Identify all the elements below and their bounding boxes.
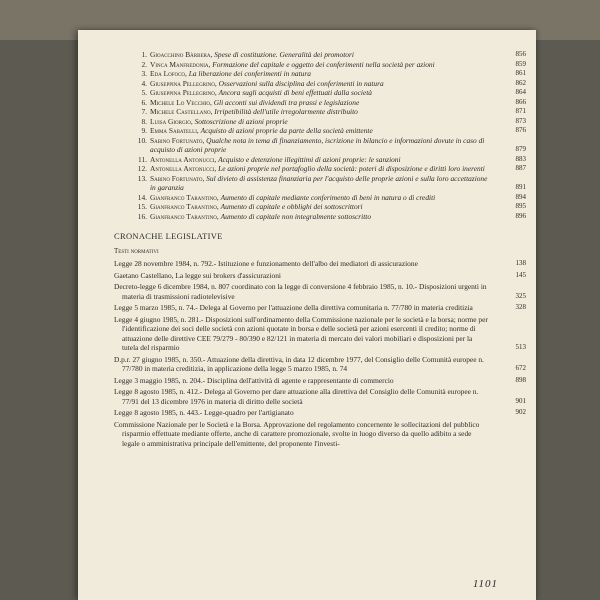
entry-title: Irripetibilità dell'utile irregolarmente distribuito	[214, 107, 358, 116]
entry-author: Sabino Fortunato,	[150, 173, 205, 183]
legislation-entry	[114, 271, 526, 281]
entry-author: Gianfranco Tarantino,	[150, 202, 219, 211]
entry-page: 879	[515, 145, 526, 153]
entry-title: Gli acconti sui dividendi tra prassi e legislazione	[213, 97, 360, 107]
entry-number: 8.	[141, 116, 147, 126]
entry-text	[150, 79, 490, 89]
legislation-entry	[114, 259, 526, 269]
legislation-list	[114, 259, 526, 448]
entry-page: 873	[515, 116, 526, 125]
folio: 1101	[472, 578, 498, 590]
entry-text	[150, 50, 490, 60]
entry-text	[150, 69, 490, 79]
contents-entry	[114, 50, 526, 60]
entry-page: 894	[515, 192, 526, 201]
entry-title: Aumento di capitale e obblighi dei sottoscrittori	[220, 202, 363, 211]
entry-title: Qualche nota in tema di finanziamento, iscrizione in bilancio e informazioni dovute in caso di acquisto di azioni proprie	[150, 135, 485, 154]
entry-number: 14.	[137, 192, 147, 202]
entry-author: Sabino Fortunato,	[150, 135, 205, 145]
entry-number: 12.	[137, 164, 147, 173]
entry-text	[150, 155, 490, 165]
entry-text	[150, 98, 490, 108]
legislation-page: 325	[515, 291, 526, 300]
entry-author: Eda Lofoco,	[150, 69, 187, 78]
entry-page: 896	[515, 211, 526, 220]
entry-author: Gianfranco Tarantino,	[150, 211, 219, 221]
legislation-text: Gaetano Castellano, La legge sui brokers d'assicurazioni	[114, 270, 281, 280]
entry-number: 2.	[141, 59, 147, 69]
entry-author: Gioacchino Bàrbera,	[150, 50, 213, 59]
entry-number: 15.	[137, 202, 147, 211]
entry-page: 871	[515, 107, 526, 115]
entry-author: Emma Sabatelli,	[150, 126, 199, 135]
entry-text	[150, 174, 490, 193]
legislation-entry	[114, 315, 526, 353]
section-title: CRONACHE LEGISLATIVE	[114, 231, 223, 241]
entry-page: 864	[515, 88, 526, 96]
entry-page: 859	[515, 59, 526, 68]
legislation-text: Legge 8 agosto 1985, n. 443.- Legge-quadro per l'artigianato	[114, 408, 294, 417]
entry-title: Ancora sugli acquisti di beni effettuati dalla società	[218, 88, 372, 97]
entry-author: Michele Lo Vecchio,	[150, 97, 212, 107]
entry-title: Spese di costituzione. Generalità dei promotori	[214, 50, 354, 59]
entry-page: 883	[515, 154, 526, 163]
entry-number: 5.	[141, 88, 147, 97]
legislation-text: Legge 3 maggio 1985, n. 204.- Disciplina dell'attività di agente e rappresentante di commercio	[114, 375, 394, 385]
entry-title: Le azioni proprie nel portafoglio della società: poteri di disposizione e diritti loro inerenti	[218, 164, 485, 173]
entry-author: Luisa Giorgio,	[150, 116, 193, 126]
contents-entry	[114, 79, 526, 89]
entry-text	[150, 164, 490, 174]
entry-author: Vinca Manfredonia,	[150, 59, 211, 69]
entry-title: Sul divieto di assistenza finanziaria per l'acquisto delle proprie azioni e sulla loro accettazione in garanzia	[150, 173, 488, 192]
entry-text	[150, 107, 490, 117]
entry-number: 1.	[141, 50, 147, 59]
entry-author: Giuseppina Pellegrino,	[150, 78, 217, 88]
entry-text	[150, 88, 490, 98]
entry-number: 6.	[141, 97, 147, 107]
entry-text	[150, 60, 490, 70]
legislation-entry	[114, 420, 526, 449]
entry-text	[150, 202, 490, 212]
entry-title: Aumento di capitale non integralmente sottoscritto	[220, 211, 372, 221]
entry-text	[150, 212, 490, 222]
contents-entry	[114, 174, 526, 193]
entry-text	[150, 126, 490, 136]
contents-entry	[114, 117, 526, 127]
contents-entry	[114, 98, 526, 108]
legislation-text: Legge 8 agosto 1985, n. 412.- Delega al Governo per dare attuazione alla direttiva del Consiglio delle Comunità europee n. 77/91 del 13 dicembre 1976 in materia di diritto delle società	[114, 387, 479, 406]
book-page	[78, 30, 536, 600]
legislation-text: Legge 4 giugno 1985, n. 281.- Disposizioni sull'ordinamento della Commissione nazionale per le società e la borsa; norme per l'identificazione dei soci delle società con azioni quotate in borsa e delle società per azioni esercenti il credito; norme di attuazione delle direttive CEE 79/279 - 80/390 e 82/121 in materia di mercato dei valori mobiliari e disposizioni per la tutela del risparmio	[114, 314, 488, 352]
contents-entry	[114, 212, 526, 222]
entry-title: Formazione del capitale e oggetto dei conferimenti nella società per azioni	[212, 59, 435, 69]
entry-author: Michele Castellano,	[150, 107, 213, 116]
legislation-page: 328	[515, 303, 526, 311]
legislation-text: D.p.r. 27 giugno 1985, n. 350.- Attuazione della direttiva, in data 12 dicembre 1977, del Consiglio delle Comunità europee n. 77/780 in materia creditizia, in applicazione della legge 5 marzo 1985, n. 74	[114, 354, 484, 373]
contents-entry	[114, 155, 526, 165]
entry-title: Acquisto e detenzione illegittimi di azioni proprie: le sanzioni	[218, 154, 401, 164]
entry-page: 861	[515, 69, 526, 77]
entry-author: Giuseppina Pellegrino,	[150, 88, 217, 97]
entry-number: 13.	[137, 173, 147, 183]
legislation-text: Legge 5 marzo 1985, n. 74.- Delega al Governo per l'attuazione della direttiva comunitaria n. 77/780 in materia creditizia	[114, 303, 473, 312]
legislation-text: Decreto-legge 6 dicembre 1984, n. 807 coordinato con la legge di conversione 4 febbraio 1985, n. 10.- Disposizioni urgenti in materia di trasmissioni radiotelevisive	[114, 282, 487, 301]
legislation-entry	[114, 303, 526, 313]
legislation-entry	[114, 355, 526, 374]
legislation-page: 145	[515, 270, 526, 279]
entry-title: Osservazioni sulla disciplina dei conferimenti in natura	[218, 78, 384, 88]
contents-entry	[114, 126, 526, 136]
entry-page: 856	[515, 50, 526, 58]
legislation-page: 513	[515, 343, 526, 351]
legislation-text: Legge 28 novembre 1984, n. 792.- Istituzione e funzionamento dell'albo dei mediatori di assicurazione	[114, 259, 418, 268]
legislation-page: 138	[515, 259, 526, 267]
legislation-page: 901	[515, 396, 526, 405]
entry-number: 16.	[137, 211, 147, 221]
entry-title: Sottoscrizione di azioni proprie	[194, 116, 288, 126]
entry-text	[150, 136, 490, 155]
table-of-contents	[114, 50, 526, 221]
legislation-entry	[114, 282, 526, 301]
contents-entry	[114, 88, 526, 98]
contents-entry	[114, 202, 526, 212]
entry-page: 862	[515, 78, 526, 87]
legislation-page: 672	[515, 364, 526, 372]
contents-entry	[114, 136, 526, 155]
contents-entry	[114, 193, 526, 203]
contents-entry	[114, 107, 526, 117]
entry-page: 895	[515, 202, 526, 210]
legislation-entry	[114, 408, 526, 418]
entry-number: 10.	[137, 135, 147, 145]
entry-page: 891	[515, 183, 526, 191]
entry-text	[150, 193, 490, 203]
entry-title: Aumento di capitale mediante conferimento di beni in natura o di crediti	[220, 192, 436, 202]
entry-number: 9.	[141, 126, 147, 135]
legislation-text: Commissione Nazionale per le Società e la Borsa. Approvazione del regolamento concernente le sollecitazioni del pubblico risparmio effettuate mediante offerte, anche di carattere promozionale, svolte in luogo diverso da quello adibito a sede legale o amministrativa principale dell'emittente, del proponente l'investi-	[114, 419, 480, 448]
entry-page: 866	[515, 97, 526, 106]
entry-author: Antonella Antonucci,	[150, 164, 217, 173]
legislation-entry	[114, 376, 526, 386]
entry-number: 7.	[141, 107, 147, 116]
entry-number: 11.	[138, 154, 147, 164]
entry-number: 3.	[141, 69, 147, 78]
subsection-title: Testi normativi	[114, 247, 159, 255]
legislation-page: 902	[515, 408, 526, 416]
legislation-page: 898	[515, 375, 526, 384]
entry-author: Antonella Antonucci,	[150, 154, 217, 164]
legislation-entry	[114, 387, 526, 406]
entry-text	[150, 117, 490, 127]
entry-author: Gianfranco Tarantino,	[150, 192, 219, 202]
contents-entry	[114, 164, 526, 174]
entry-title: La liberazione dei conferimenti in natura	[188, 69, 311, 78]
entry-page: 887	[515, 164, 526, 172]
entry-number: 4.	[141, 78, 147, 88]
entry-title: Acquisto di azioni proprie da parte della società emittente	[200, 126, 373, 135]
contents-entry	[114, 69, 526, 79]
page-content	[114, 50, 526, 450]
contents-entry	[114, 60, 526, 70]
entry-page: 876	[515, 126, 526, 134]
